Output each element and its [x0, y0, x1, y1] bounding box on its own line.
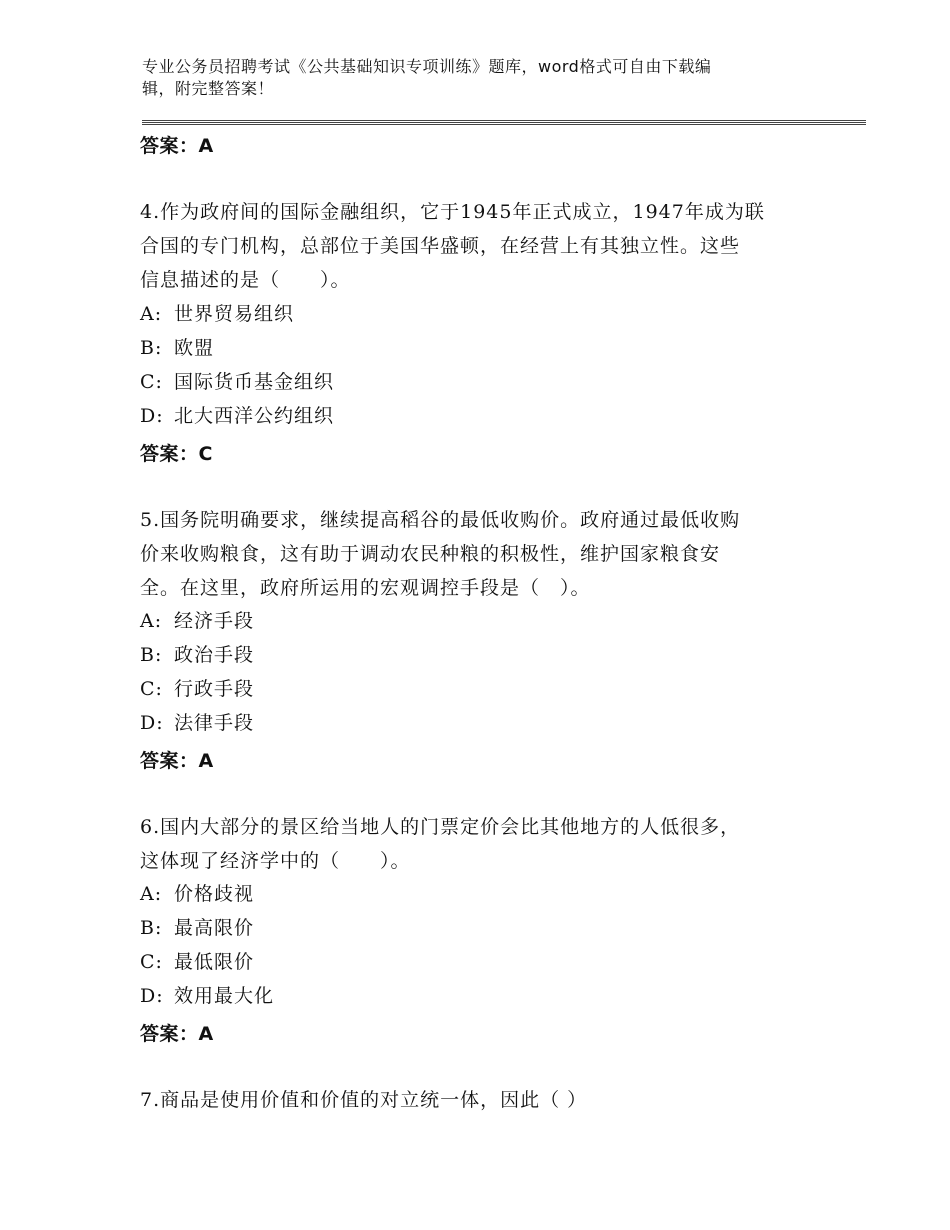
option-letter: C: — [140, 371, 163, 393]
question-4-option-a — [140, 297, 294, 331]
question-6-option-b — [140, 911, 254, 945]
question-6-option-d — [140, 979, 274, 1013]
question-4-line-2: 合国的专门机构，总部位于美国华盛顿，在经营上有其独立性。这些 — [140, 235, 741, 257]
question-5-line-1: 5.国务院明确要求，继续提高稻谷的最低收购价。政府通过最低收购 — [140, 509, 741, 531]
option-text: 经济手段 — [174, 610, 255, 632]
question-4-option-d — [140, 399, 334, 433]
question-6-line-1: 6.国内大部分的景区给当地人的门票定价会比其他地方的人低很多， — [140, 816, 741, 838]
option-text: 最高限价 — [174, 917, 255, 939]
option-text: 最低限价 — [174, 951, 255, 973]
answer-q5: 答案：A — [140, 750, 214, 772]
header-divider — [142, 120, 866, 125]
option-text: 行政手段 — [174, 678, 255, 700]
option-text: 效用最大化 — [174, 985, 275, 1007]
option-letter: D: — [140, 712, 164, 734]
question-7-line-1: 7.商品是使用价值和价值的对立统一体，因此（ ） — [140, 1089, 588, 1111]
option-letter: D: — [140, 405, 164, 427]
option-text: 价格歧视 — [174, 883, 255, 905]
option-letter: C: — [140, 951, 163, 973]
option-text: 世界贸易组织 — [174, 303, 295, 325]
option-text: 政治手段 — [174, 644, 255, 666]
answer-q4: 答案：C — [140, 443, 213, 465]
header-line-1: 专业公务员招聘考试《公共基础知识专项训练》题库，word格式可自由下载编 — [142, 57, 712, 76]
option-text: 法律手段 — [174, 712, 255, 734]
answer-q3: 答案：A — [140, 135, 214, 157]
option-letter: A: — [140, 883, 163, 905]
question-4-stem — [140, 195, 810, 297]
option-letter: C: — [140, 678, 163, 700]
option-letter: B: — [140, 917, 163, 939]
question-6-line-2: 这体现了经济学中的（ ）。 — [140, 850, 411, 872]
question-5-line-3: 全。在这里，政府所运用的宏观调控手段是（ ）。 — [140, 577, 591, 599]
question-7-stem — [140, 1083, 810, 1117]
option-letter: A: — [140, 610, 163, 632]
question-5-stem — [140, 503, 810, 605]
option-letter: B: — [140, 644, 163, 666]
option-letter: B: — [140, 337, 163, 359]
question-4-line-3: 信息描述的是（ ）。 — [140, 269, 351, 291]
answer-q6: 答案：A — [140, 1023, 214, 1045]
question-6-option-a — [140, 877, 254, 911]
option-text: 国际货币基金组织 — [174, 371, 335, 393]
question-6-option-c — [140, 945, 254, 979]
question-6-stem — [140, 810, 810, 878]
option-text: 欧盟 — [174, 337, 215, 359]
option-letter: D: — [140, 985, 164, 1007]
question-5-option-d — [140, 706, 254, 740]
question-4-option-c — [140, 365, 334, 399]
question-5-option-b — [140, 638, 254, 672]
option-letter: A: — [140, 303, 163, 325]
option-text: 北大西洋公约组织 — [174, 405, 335, 427]
question-5-option-c — [140, 672, 254, 706]
header-line-2: 辑，附完整答案！ — [142, 79, 275, 98]
question-4-option-b — [140, 331, 214, 365]
question-5-line-2: 价来收购粮食，这有助于调动农民种粮的积极性，维护国家粮食安 — [140, 543, 721, 565]
question-4-line-1: 4.作为政府间的国际金融组织，它于1945年正式成立，1947年成为联 — [140, 201, 765, 223]
question-5-option-a — [140, 604, 254, 638]
page-header — [142, 56, 802, 100]
